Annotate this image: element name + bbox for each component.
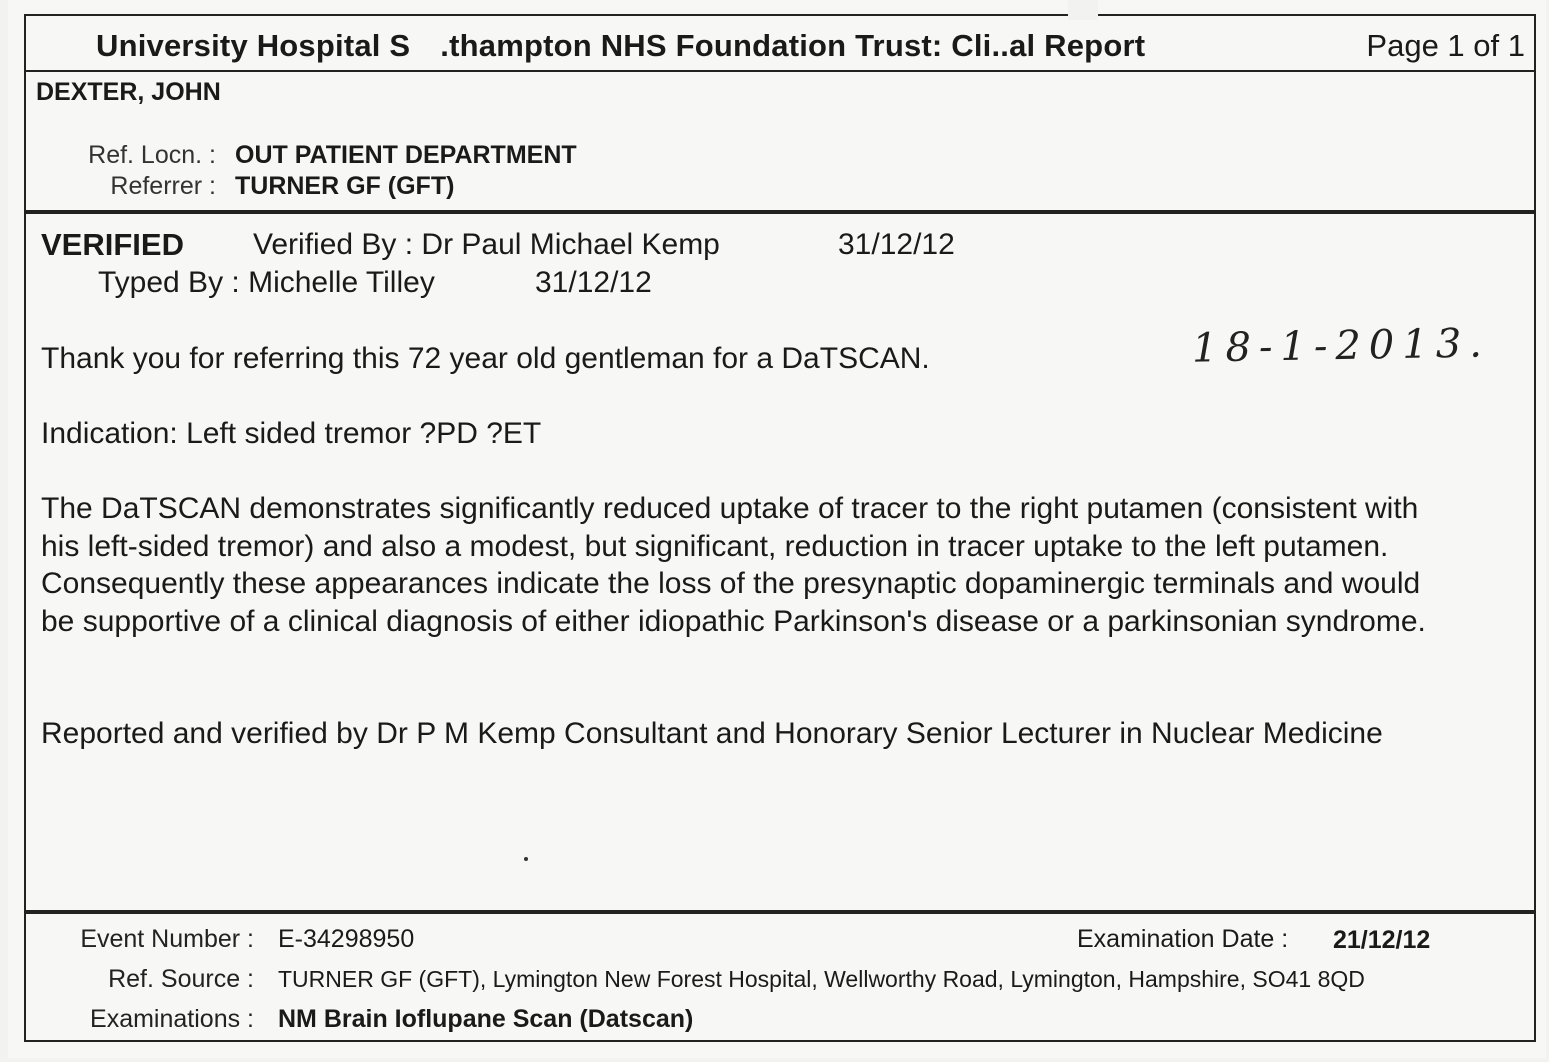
typed-by-label: Typed By : (98, 266, 240, 299)
verified-by-line (253, 228, 720, 262)
report-findings: The DaTSCAN demonstrates significantly reduced uptake of tracer to the right putamen (consistent with his left-sided tremor) and also a modest, but significant, reduction in tracer uptake to the left putamen. Consequently these appearances indicate the loss of the presynaptic dopaminergic terminals and would be supportive of a clinical diagnosis of either idiopathic Parkinson's disease or a parkinsonian syndrome. (41, 492, 1426, 638)
page-number: Page 1 of 1 (1366, 28, 1525, 63)
typed-date: 31/12/12 (535, 266, 652, 299)
verified-date: 31/12/12 (838, 228, 955, 261)
title-right: .thampton NHS Foundation Trust: Cli..al Report (440, 28, 1146, 63)
report-indication: Indication: Left sided tremor ?PD ?ET (41, 417, 542, 450)
ref-source-value: TURNER GF (GFT), Lymington New Forest Hospital, Wellworthy Road, Lymington, Hampshire, SO41 8QD (278, 966, 1365, 992)
referrer-value: TURNER GF (GFT) (235, 172, 455, 200)
referrer-label: Referrer : (110, 172, 216, 200)
report-intro: Thank you for referring this 72 year old gentleman for a DaTSCAN. (41, 342, 930, 375)
handwritten-date: 18-1-2013. (1191, 320, 1491, 372)
ref-locn-label: Ref. Locn. : (88, 141, 216, 169)
examinations-value: NM Brain Ioflupane Scan (Datscan) (278, 1005, 694, 1033)
verified-status: VERIFIED (41, 227, 184, 262)
typed-by-line (98, 266, 435, 300)
ref-source-label: Ref. Source : (108, 965, 254, 993)
verified-by-label: Verified By : (253, 228, 414, 261)
verified-by-name: Dr Paul Michael Kemp (421, 228, 720, 261)
report-signoff: Reported and verified by Dr P M Kemp Consultant and Honorary Senior Lecturer in Nuclear Medicine (41, 717, 1383, 750)
ref-locn-value: OUT PATIENT DEPARTMENT (235, 141, 577, 169)
typed-by-name: Michelle Tilley (248, 266, 435, 299)
paper-tear (1068, 0, 1098, 20)
title-left: University Hospital S (96, 28, 411, 63)
event-number-value: E-34298950 (278, 925, 415, 953)
examinations-label: Examinations : (90, 1005, 254, 1033)
exam-date-label: Examination Date : (1077, 925, 1289, 953)
report-title (96, 28, 1145, 64)
patient-name: DEXTER, JOHN (36, 78, 221, 106)
exam-date-value: 21/12/12 (1333, 926, 1431, 954)
event-number-label: Event Number : (80, 925, 254, 953)
scan-speck (524, 857, 528, 861)
